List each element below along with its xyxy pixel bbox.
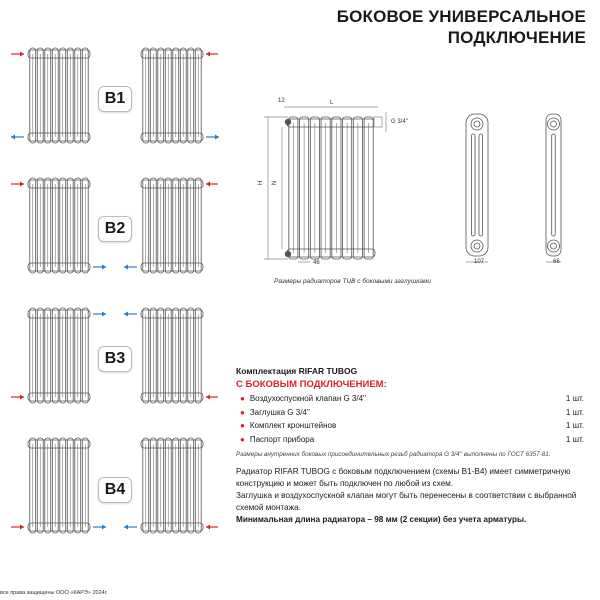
arrow-head (102, 525, 106, 530)
kit-item (236, 406, 584, 420)
kit-item-name: Комплект кронштейнов (249, 421, 337, 431)
side-slot (479, 134, 483, 236)
scheme-badge-b1: B1 (98, 86, 132, 112)
side-bottom-port-inner (474, 243, 480, 249)
bullet-icon: ● (240, 394, 245, 404)
radiator-icon (141, 438, 203, 533)
arrow-head (206, 395, 210, 400)
side-top-port-inner (474, 121, 480, 127)
arrow-head (20, 395, 24, 400)
bullet-icon: ● (240, 434, 245, 444)
side-body (466, 114, 488, 256)
kit-item-name: Воздухоспускной клапан G 3/4'' (249, 394, 367, 404)
dim-66: 66 (553, 259, 560, 265)
bullet-icon: ● (240, 407, 245, 417)
description (236, 466, 586, 526)
title-line-2: ПОДКЛЮЧЕНИЕ (447, 28, 586, 47)
kit-item-name: Заглушка G 3/4'' (249, 407, 310, 417)
kit-item-qty: 1 шт. (565, 421, 584, 431)
arrow-head (20, 525, 24, 530)
plug-icon (285, 251, 291, 257)
arrow-head (124, 312, 128, 317)
arrow-head (102, 312, 106, 317)
dim-12: 12 (278, 98, 285, 104)
side-slot (552, 134, 556, 236)
title-line-1: БОКОВОЕ УНИВЕРСАЛЬНОЕ (336, 7, 586, 26)
arrow-head (20, 52, 24, 57)
thread-fitting (374, 117, 382, 127)
arrow-head (11, 135, 15, 140)
scheme-badge-b4: B4 (98, 477, 132, 503)
kit-item (236, 433, 584, 447)
scheme-badge-b3: B3 (98, 346, 132, 372)
kit-item-qty: 1 шт. (565, 407, 584, 417)
arrow-head (206, 52, 210, 57)
dim-107: 107 (474, 259, 485, 265)
arrow-head (124, 265, 128, 270)
arrow-head (206, 525, 210, 530)
radiator-icon (141, 178, 203, 273)
arrow-head (102, 265, 106, 270)
radiator-side-view (546, 114, 561, 262)
return-arrow-icon (124, 312, 137, 317)
kit-subheading: С БОКОВЫМ ПОДКЛЮЧЕНИЕМ: (236, 379, 387, 390)
arrow-head (206, 182, 210, 187)
side-bottom-port-inner (551, 243, 557, 249)
return-arrow-icon (93, 312, 106, 317)
radiator-icon (141, 308, 203, 403)
radiator-icon (28, 438, 90, 533)
return-arrow-icon (206, 135, 219, 140)
supply-arrow-icon (11, 182, 24, 187)
radiator-icon (287, 117, 375, 259)
return-arrow-icon (124, 525, 137, 530)
return-arrow-icon (93, 265, 106, 270)
return-arrow-icon (93, 525, 106, 530)
description-p3: Минимальная длина радиатора – 98 мм (2 секции) без учета арматуры. (236, 515, 527, 524)
kit-item (236, 419, 584, 433)
side-slot (472, 134, 476, 236)
description-p1: Радиатор RIFAR TUBOG с боковым подключением (схемы В1-В4) имеет симметричную конструкцию и может быть подключен по любой из схем. (236, 467, 571, 488)
dim-46: 46 (313, 260, 320, 266)
kit-item-qty: 1 шт. (565, 434, 584, 444)
kit-note: Размеры внутренних боковых присоединительных резьб радиатора G 3/4'' выполнены по ГОСТ 6357-81. (236, 451, 551, 458)
supply-arrow-icon (11, 395, 24, 400)
radiator-side-view (466, 114, 488, 262)
supply-arrow-icon (206, 182, 218, 187)
description-p2: Заглушка и воздухоспускной клапан могут быть перенесены в соответствии с выбранной схемой монтажа. (236, 491, 577, 512)
supply-arrow-icon (206, 525, 218, 530)
return-arrow-icon (11, 135, 24, 140)
dim-n: N (272, 180, 279, 186)
radiator-icon (141, 48, 203, 143)
air-valve-icon (285, 119, 291, 125)
arrow-head (215, 135, 219, 140)
radiator-icon (28, 308, 90, 403)
bullet-icon: ● (240, 421, 245, 431)
supply-arrow-icon (11, 52, 24, 57)
thread-label: G 3/4'' (391, 119, 408, 125)
side-top-port-inner (551, 121, 557, 127)
supply-arrow-icon (206, 395, 218, 400)
supply-arrow-icon (11, 525, 24, 530)
kit-item-qty: 1 шт. (565, 394, 584, 404)
dim-l: L (330, 100, 334, 106)
arrow-head (124, 525, 128, 530)
supply-arrow-icon (206, 52, 218, 57)
kit-item-name: Паспорт прибора (249, 434, 315, 444)
dim-h: H (258, 180, 265, 186)
scheme-badge-b2: B2 (98, 216, 132, 242)
drawing-caption: Размеры радиаторов TUB с боковыми заглушками (274, 278, 432, 285)
kit-section (236, 366, 584, 458)
return-arrow-icon (124, 265, 137, 270)
kit-heading: Комплектация RIFAR TUBOG (236, 366, 358, 376)
arrow-head (20, 182, 24, 187)
kit-item (236, 392, 584, 406)
radiator-icon (28, 178, 90, 273)
copyright-footer: все права защищены ООО «КАРЭ» 2024г. (0, 590, 108, 596)
radiator-icon (28, 48, 90, 143)
